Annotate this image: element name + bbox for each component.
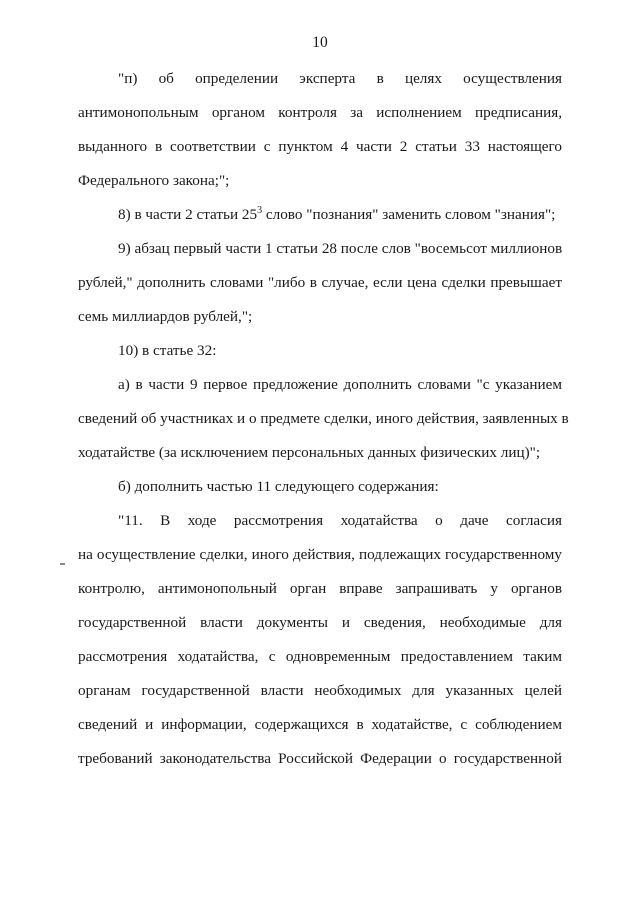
text-line-content: требований законодательства Российской Федерации о государственной [78,750,562,767]
text-line [78,130,562,164]
document-body [78,62,569,776]
text-line [78,266,562,300]
text-line-content: антимонопольным органом контроля за исполнением предписания, [78,104,562,121]
text-line-content: государственной власти документы и сведения, необходимые для [78,614,562,631]
text-line [78,198,562,232]
text-line-content: семь миллиардов рублей,"; [78,308,253,325]
text-line [78,436,562,470]
text-line [78,402,569,436]
text-line-continuation: слово "познания" заменить словом "знания"; [262,206,556,223]
text-line [78,62,562,96]
text-line-content: а) в части 9 первое предложение дополнить словами "с указанием [118,376,562,393]
text-line [78,504,562,538]
text-line-content: ходатайстве (за исключением персональных данных физических лиц)"; [78,444,541,461]
text-line-content: органам государственной власти необходимых для указанных целей [78,682,562,699]
text-line [78,572,562,606]
text-line-content: 8) в части 2 статьи 25 [118,206,258,223]
text-line [78,470,562,504]
text-line-content: рассмотрения ходатайства, с одновременным предоставлением таким [78,648,562,665]
text-line [78,232,562,266]
text-line [78,334,562,368]
text-line-content: Федерального закона;"; [78,172,230,189]
text-line-content: на осуществление сделки, иного действия, подлежащих государственному [78,546,562,563]
text-line [78,708,562,742]
text-line [78,368,562,402]
text-line [78,674,562,708]
text-line-content: б) дополнить частью 11 следующего содержания: [118,478,439,495]
text-line [78,300,562,334]
text-line [78,538,562,572]
text-line-content: рублей," дополнить словами "либо в случае, если цена сделки превышает [78,274,562,291]
text-line-content: "11. В ходе рассмотрения ходатайства о даче согласия [118,512,562,529]
superscript: 3 [257,205,263,216]
text-line-content: выданного в соответствии с пунктом 4 части 2 статьи 33 настоящего [78,138,562,155]
text-line-content: контролю, антимонопольный орган вправе запрашивать у органов [78,580,562,597]
text-line [78,96,562,130]
text-line [78,742,562,776]
text-line-content: 9) абзац первый части 1 статьи 28 после слов "восемьсот миллионов [118,240,563,257]
text-line [78,164,562,198]
page-number: 10 [312,34,328,51]
text-line [78,640,562,674]
text-line-content: сведений об участниках и о предмете сделки, иного действия, заявленных в [78,410,569,427]
text-line [78,606,562,640]
text-line-content: 10) в статье 32: [118,342,217,359]
margin-mark [60,563,65,565]
text-line-content: "п) об определении эксперта в целях осуществления [118,70,562,87]
text-line-content: сведений и информации, содержащихся в ходатайстве, с соблюдением [78,716,562,733]
